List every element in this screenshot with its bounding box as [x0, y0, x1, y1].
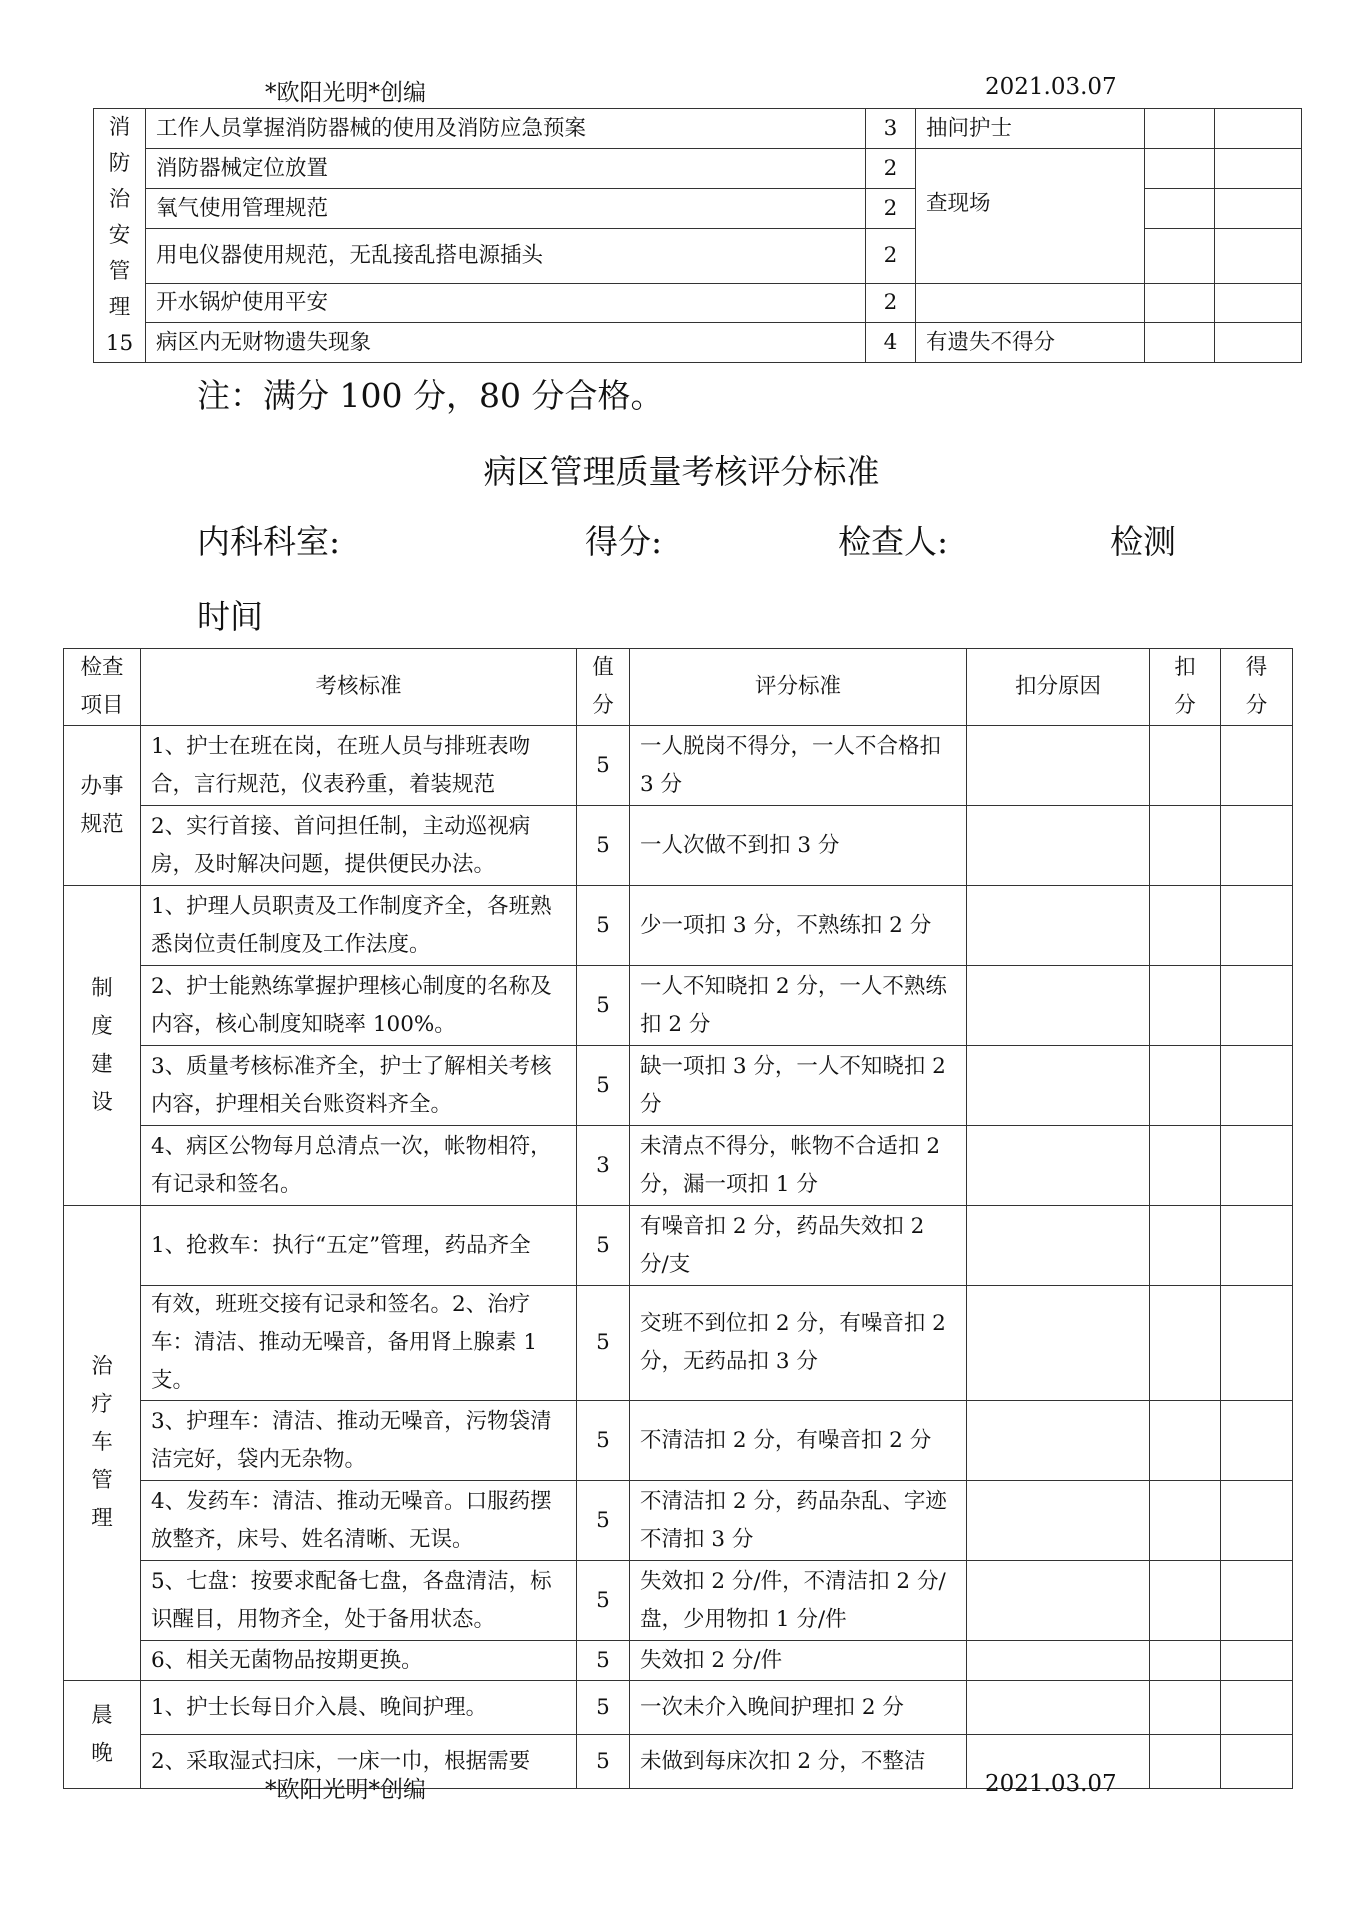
group-char: 晚 [91, 1740, 113, 1766]
value-cell: 5 [577, 1641, 630, 1681]
score-label: 得分: [585, 522, 663, 561]
deduct-cell [1150, 966, 1221, 1046]
category-char: 防 [108, 150, 131, 176]
value-cell: 5 [577, 726, 630, 806]
criteria-cell: 未做到每床次扣 2 分，不整洁 [630, 1735, 967, 1789]
item-cell: 开水锅炉使用平安 [146, 284, 866, 323]
table-row [64, 966, 1293, 1046]
header-item: 检查 项目 [64, 649, 141, 726]
standard-cell: 3、护理车：清洁、推动无噪音，污物袋清洁完好，袋内无杂物。 [141, 1401, 577, 1481]
group-char: 办事 [80, 773, 124, 799]
table-row [64, 1206, 1293, 1286]
group-char: 疗 [91, 1392, 113, 1417]
footer-author: *欧阳光明*创编 [265, 1777, 426, 1803]
score-cell: 4 [866, 323, 916, 363]
reason-cell [967, 726, 1150, 806]
method-cell: 有遗失不得分 [916, 323, 1145, 363]
deduct-cell [1150, 1206, 1221, 1286]
reason-cell [967, 1401, 1150, 1481]
score-cell: 2 [866, 284, 916, 323]
standard-cell: 6、相关无菌物品按期更换。 [141, 1641, 577, 1681]
category-char: 消 [108, 114, 131, 140]
item-cell: 氧气使用管理规范 [146, 189, 866, 229]
group-char: 晨 [91, 1702, 113, 1728]
group-char: 理 [91, 1506, 113, 1531]
header-criteria: 评分标准 [630, 649, 967, 726]
reason-cell [967, 1206, 1150, 1286]
score-cell: 2 [866, 149, 916, 189]
value-cell: 5 [577, 1286, 630, 1401]
time-label-b: 时间 [197, 597, 263, 636]
value-cell: 5 [577, 966, 630, 1046]
standard-cell: 1、护士长每日介入晨、晚间护理。 [141, 1681, 577, 1735]
deduct-cell [1150, 1286, 1221, 1401]
deduct-cell [1150, 1046, 1221, 1126]
table-row [64, 1286, 1293, 1401]
group-char: 度 [91, 1013, 113, 1039]
blank-cell [1145, 189, 1215, 229]
time-label-a: 检测 [1110, 522, 1176, 561]
deduct-cell [1150, 886, 1221, 966]
table-row [64, 806, 1293, 886]
score-note: 注：满分 100 分，80 分合格。 [197, 376, 664, 415]
blank-cell [1215, 109, 1302, 149]
inspector-label: 检查人: [838, 522, 949, 561]
criteria-cell: 一人次做不到扣 3 分 [630, 806, 967, 886]
table-row [64, 1126, 1293, 1206]
method-cell [916, 284, 1145, 323]
got-cell [1221, 1286, 1293, 1401]
item-cell: 用电仪器使用规范，无乱接乱搭电源插头 [146, 229, 866, 284]
got-cell [1221, 726, 1293, 806]
group-char: 车 [91, 1430, 113, 1455]
got-cell [1221, 1561, 1293, 1641]
score-cell: 3 [866, 109, 916, 149]
criteria-cell: 不清洁扣 2 分，药品杂乱、字迹不清扣 3 分 [630, 1481, 967, 1561]
deduct-cell [1150, 1481, 1221, 1561]
blank-cell [1145, 284, 1215, 323]
reason-cell [967, 886, 1150, 966]
criteria-cell: 缺一项扣 3 分，一人不知晓扣 2 分 [630, 1046, 967, 1126]
blank-cell [1215, 284, 1302, 323]
standard-cell: 2、实行首接、首问担任制，主动巡视病房，及时解决问题，提供便民办法。 [141, 806, 577, 886]
standard-cell: 3、质量考核标准齐全，护士了解相关考核内容，护理相关台账资料齐全。 [141, 1046, 577, 1126]
value-cell: 5 [577, 886, 630, 966]
got-cell [1221, 1206, 1293, 1286]
footer-date: 2021.03.07 [985, 1771, 1117, 1797]
deduct-cell [1150, 1561, 1221, 1641]
header-standard: 考核标准 [141, 649, 577, 726]
deduct-cell [1150, 1126, 1221, 1206]
group-cell [64, 726, 141, 886]
header-row [64, 649, 1293, 726]
value-cell: 5 [577, 1401, 630, 1481]
reason-cell [967, 966, 1150, 1046]
table-row [64, 726, 1293, 806]
standard-cell: 2、护士能熟练掌握护理核心制度的名称及内容，核心制度知晓率 100%。 [141, 966, 577, 1046]
group-char: 规范 [80, 811, 124, 837]
category-char: 治 [108, 186, 131, 212]
header-reason: 扣分原因 [967, 649, 1150, 726]
blank-cell [1215, 149, 1302, 189]
criteria-cell: 失效扣 2 分/件 [630, 1641, 967, 1681]
criteria-cell: 交班不到位扣 2 分，有噪音扣 2 分，无药品扣 3 分 [630, 1286, 967, 1401]
got-cell [1221, 1681, 1293, 1735]
deduct-cell [1150, 726, 1221, 806]
reason-cell [967, 1481, 1150, 1561]
category-char: 15 [105, 330, 134, 356]
group-char: 设 [91, 1089, 113, 1115]
reason-cell [967, 806, 1150, 886]
category-cell [94, 109, 146, 363]
reason-cell [967, 1681, 1150, 1735]
category-label [94, 110, 145, 362]
group-char: 制 [91, 975, 113, 1001]
blank-cell [1145, 229, 1215, 284]
standard-cell: 有效，班班交接有记录和签名。2、治疗车：清洁、推动无噪音，备用肾上腺素 1 支。 [141, 1286, 577, 1401]
header-got: 得 分 [1221, 649, 1293, 726]
item-cell: 消防器械定位放置 [146, 149, 866, 189]
blank-cell [1215, 229, 1302, 284]
table-row [64, 1681, 1293, 1735]
standard-cell: 4、发药车：清洁、推动无噪音。口服药摆放整齐，床号、姓名清晰、无误。 [141, 1481, 577, 1561]
standard-cell: 1、抢救车：执行“五定”管理，药品齐全 [141, 1206, 577, 1286]
deduct-cell [1150, 806, 1221, 886]
standard-cell: 5、七盘：按要求配备七盘，各盘清洁，标识醒目，用物齐全，处于备用状态。 [141, 1561, 577, 1641]
category-char: 理 [108, 294, 131, 320]
got-cell [1221, 1046, 1293, 1126]
group-cell [64, 1206, 141, 1681]
dept-label: 内科科室: [197, 522, 341, 561]
value-cell: 5 [577, 1681, 630, 1735]
blank-cell [1145, 149, 1215, 189]
item-cell: 病区内无财物遗失现象 [146, 323, 866, 363]
table-row [64, 1561, 1293, 1641]
criteria-cell: 失效扣 2 分/件，不清洁扣 2 分/盘，少用物扣 1 分/件 [630, 1561, 967, 1641]
standard-cell: 1、护士在班在岗，在班人员与排班表吻合，言行规范，仪表矜重，着装规范 [141, 726, 577, 806]
blank-cell [1145, 109, 1215, 149]
value-cell: 5 [577, 1206, 630, 1286]
group-char: 管 [91, 1468, 113, 1493]
group-cell [64, 886, 141, 1206]
page-footer [0, 1765, 1363, 1805]
reason-cell [967, 1561, 1150, 1641]
standard-cell: 4、病区公物每月总清点一次，帐物相符，有记录和签名。 [141, 1126, 577, 1206]
table-row [64, 1046, 1293, 1126]
page-header [0, 68, 1363, 108]
reason-cell [967, 1286, 1150, 1401]
criteria-cell: 一人不知晓扣 2 分，一人不熟练扣 2 分 [630, 966, 967, 1046]
reason-cell [967, 1046, 1150, 1126]
table-row [64, 886, 1293, 966]
method-cell: 查现场 [916, 149, 1145, 284]
header-author: *欧阳光明*创编 [265, 80, 426, 106]
score-cell: 2 [866, 189, 916, 229]
group-char: 建 [91, 1051, 113, 1077]
assessment-table [63, 648, 1293, 1789]
table-row [64, 1401, 1293, 1481]
table-row [64, 1641, 1293, 1681]
blank-cell [1215, 323, 1302, 363]
criteria-cell: 不清洁扣 2 分，有噪音扣 2 分 [630, 1401, 967, 1481]
category-char: 管 [108, 258, 131, 284]
standard-cell: 2、采取湿式扫床，一床一巾，根据需要 [141, 1735, 577, 1789]
got-cell [1221, 806, 1293, 886]
standard-cell: 1、护理人员职责及工作制度齐全，各班熟悉岗位责任制度及工作法度。 [141, 886, 577, 966]
deduct-cell [1150, 1401, 1221, 1481]
deduct-cell [1150, 1641, 1221, 1681]
document-title: 病区管理质量考核评分标准 [483, 452, 880, 491]
got-cell [1221, 966, 1293, 1046]
got-cell [1221, 886, 1293, 966]
deduct-cell [1150, 1681, 1221, 1735]
item-cell: 工作人员掌握消防器械的使用及消防应急预案 [146, 109, 866, 149]
value-cell: 5 [577, 1481, 630, 1561]
value-cell: 5 [577, 1735, 630, 1789]
header-deduct: 扣 分 [1150, 649, 1221, 726]
value-cell: 3 [577, 1126, 630, 1206]
blank-cell [1215, 189, 1302, 229]
criteria-cell: 一人脱岗不得分，一人不合格扣 3 分 [630, 726, 967, 806]
got-cell [1221, 1641, 1293, 1681]
group-char: 治 [91, 1354, 113, 1379]
value-cell: 5 [577, 1046, 630, 1126]
got-cell [1221, 1126, 1293, 1206]
reason-cell [967, 1641, 1150, 1681]
method-cell: 抽问护士 [916, 109, 1145, 149]
value-cell: 5 [577, 806, 630, 886]
category-char: 安 [108, 222, 131, 248]
criteria-cell: 有噪音扣 2 分，药品失效扣 2 分/支 [630, 1206, 967, 1286]
fire-safety-table [93, 108, 1302, 363]
criteria-cell: 少一项扣 3 分，不熟练扣 2 分 [630, 886, 967, 966]
blank-cell [1145, 323, 1215, 363]
header-date: 2021.03.07 [985, 74, 1117, 100]
value-cell: 5 [577, 1561, 630, 1641]
reason-cell [967, 1126, 1150, 1206]
header-value: 值 分 [577, 649, 630, 726]
score-cell: 2 [866, 229, 916, 284]
criteria-cell: 一次未介入晚间护理扣 2 分 [630, 1681, 967, 1735]
got-cell [1221, 1401, 1293, 1481]
criteria-cell: 未清点不得分，帐物不合适扣 2 分，漏一项扣 1 分 [630, 1126, 967, 1206]
table-row [64, 1481, 1293, 1561]
got-cell [1221, 1481, 1293, 1561]
